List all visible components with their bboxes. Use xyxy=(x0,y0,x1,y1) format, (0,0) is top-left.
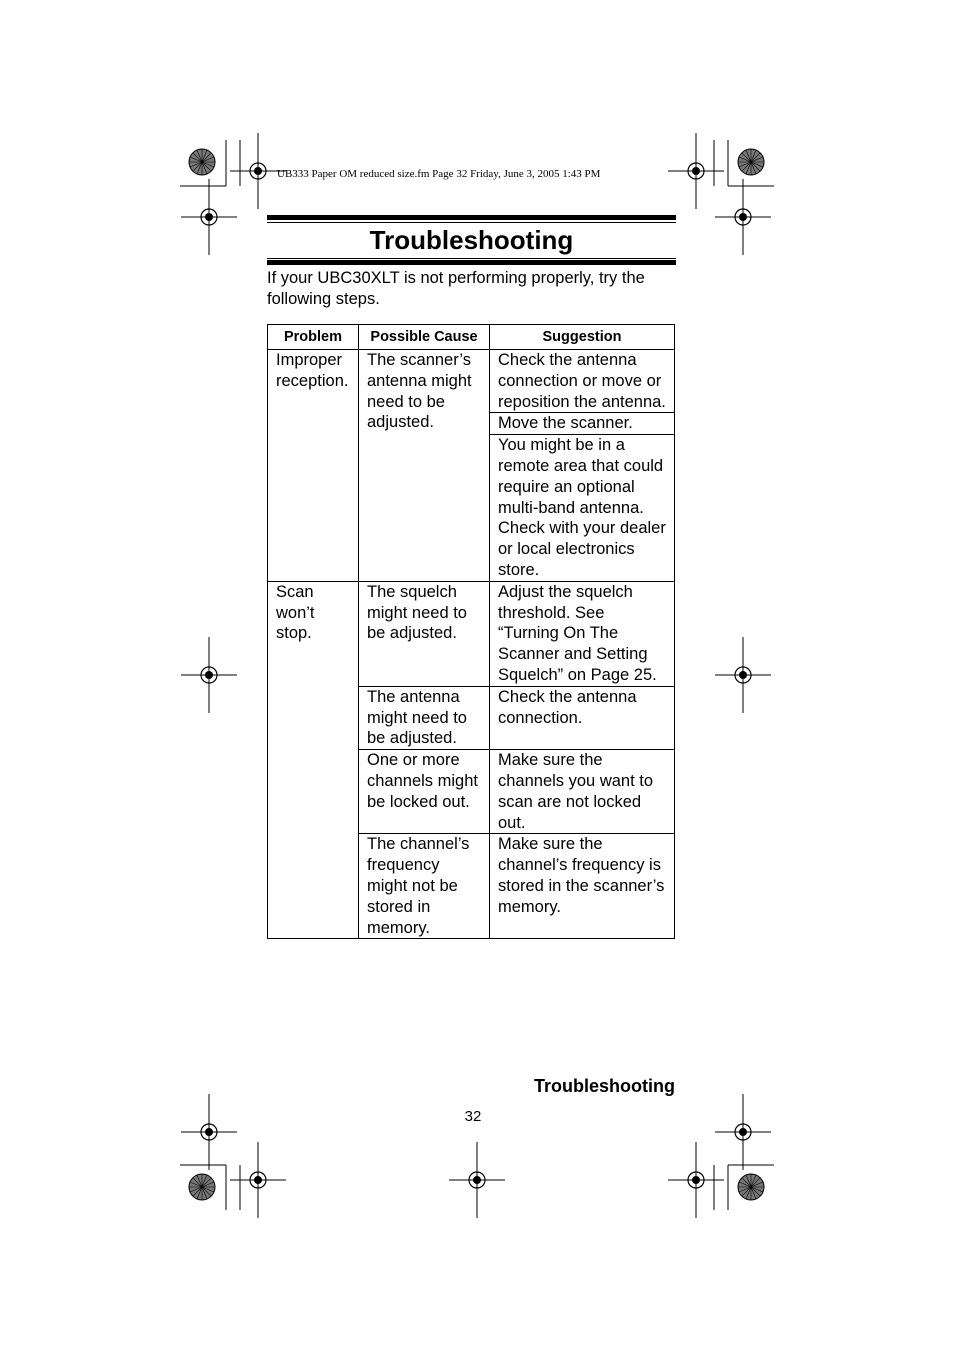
suggestion-cell: You might be in a remote area that could require an optional multi-band antenna. Check with your dealer or local electronics store. xyxy=(490,435,675,582)
cause-cell: The antenna might need to be adjusted. xyxy=(359,686,490,749)
page-number: 32 xyxy=(464,1108,482,1125)
title-rule-top xyxy=(267,215,676,220)
suggestion-cell: Check the antenna connection. xyxy=(490,686,675,749)
title-rule-bottom xyxy=(267,260,676,265)
suggestion-cell: Adjust the squelch threshold. See “Turning On The Scanner and Setting Squelch” on Page 25. xyxy=(490,581,675,686)
title-rule-bottom-thin xyxy=(267,258,676,259)
suggestion-cell: Move the scanner. xyxy=(490,413,675,435)
column-header-suggestion: Suggestion xyxy=(490,325,675,350)
suggestion-cell: Make sure the channel’s frequency is stored in the scanner’s memory. xyxy=(490,834,675,939)
suggestion-cell: Check the antenna connection or move or reposition the antenna. xyxy=(490,350,675,413)
column-header-problem: Problem xyxy=(268,325,359,350)
column-header-cause: Possible Cause xyxy=(359,325,490,350)
table-row xyxy=(268,581,675,686)
title-rule-top-thin xyxy=(267,222,676,223)
footer-section-title: Troubleshooting xyxy=(534,1076,675,1096)
page-title: Troubleshooting xyxy=(369,225,574,255)
cause-cell: The channel’s frequency might not be stored in memory. xyxy=(359,834,490,939)
problem-cell: Scan won’t stop. xyxy=(268,581,359,939)
file-info-header: UB333 Paper OM reduced size.fm Page 32 Friday, June 3, 2005 1:43 PM xyxy=(277,168,601,180)
table-header-row xyxy=(268,325,675,350)
cause-cell: One or more channels might be locked out. xyxy=(359,750,490,834)
cause-cell: The scanner’s antenna might need to be adjusted. xyxy=(359,350,490,582)
cause-cell: The squelch might need to be adjusted. xyxy=(359,581,490,686)
problem-cell: Improper reception. xyxy=(268,350,359,582)
table-row xyxy=(268,350,675,413)
suggestion-cell: Make sure the channels you want to scan are not locked out. xyxy=(490,750,675,834)
intro-paragraph: If your UBC30XLT is not performing properly, try the following steps. xyxy=(267,269,645,308)
troubleshooting-table xyxy=(267,324,675,939)
